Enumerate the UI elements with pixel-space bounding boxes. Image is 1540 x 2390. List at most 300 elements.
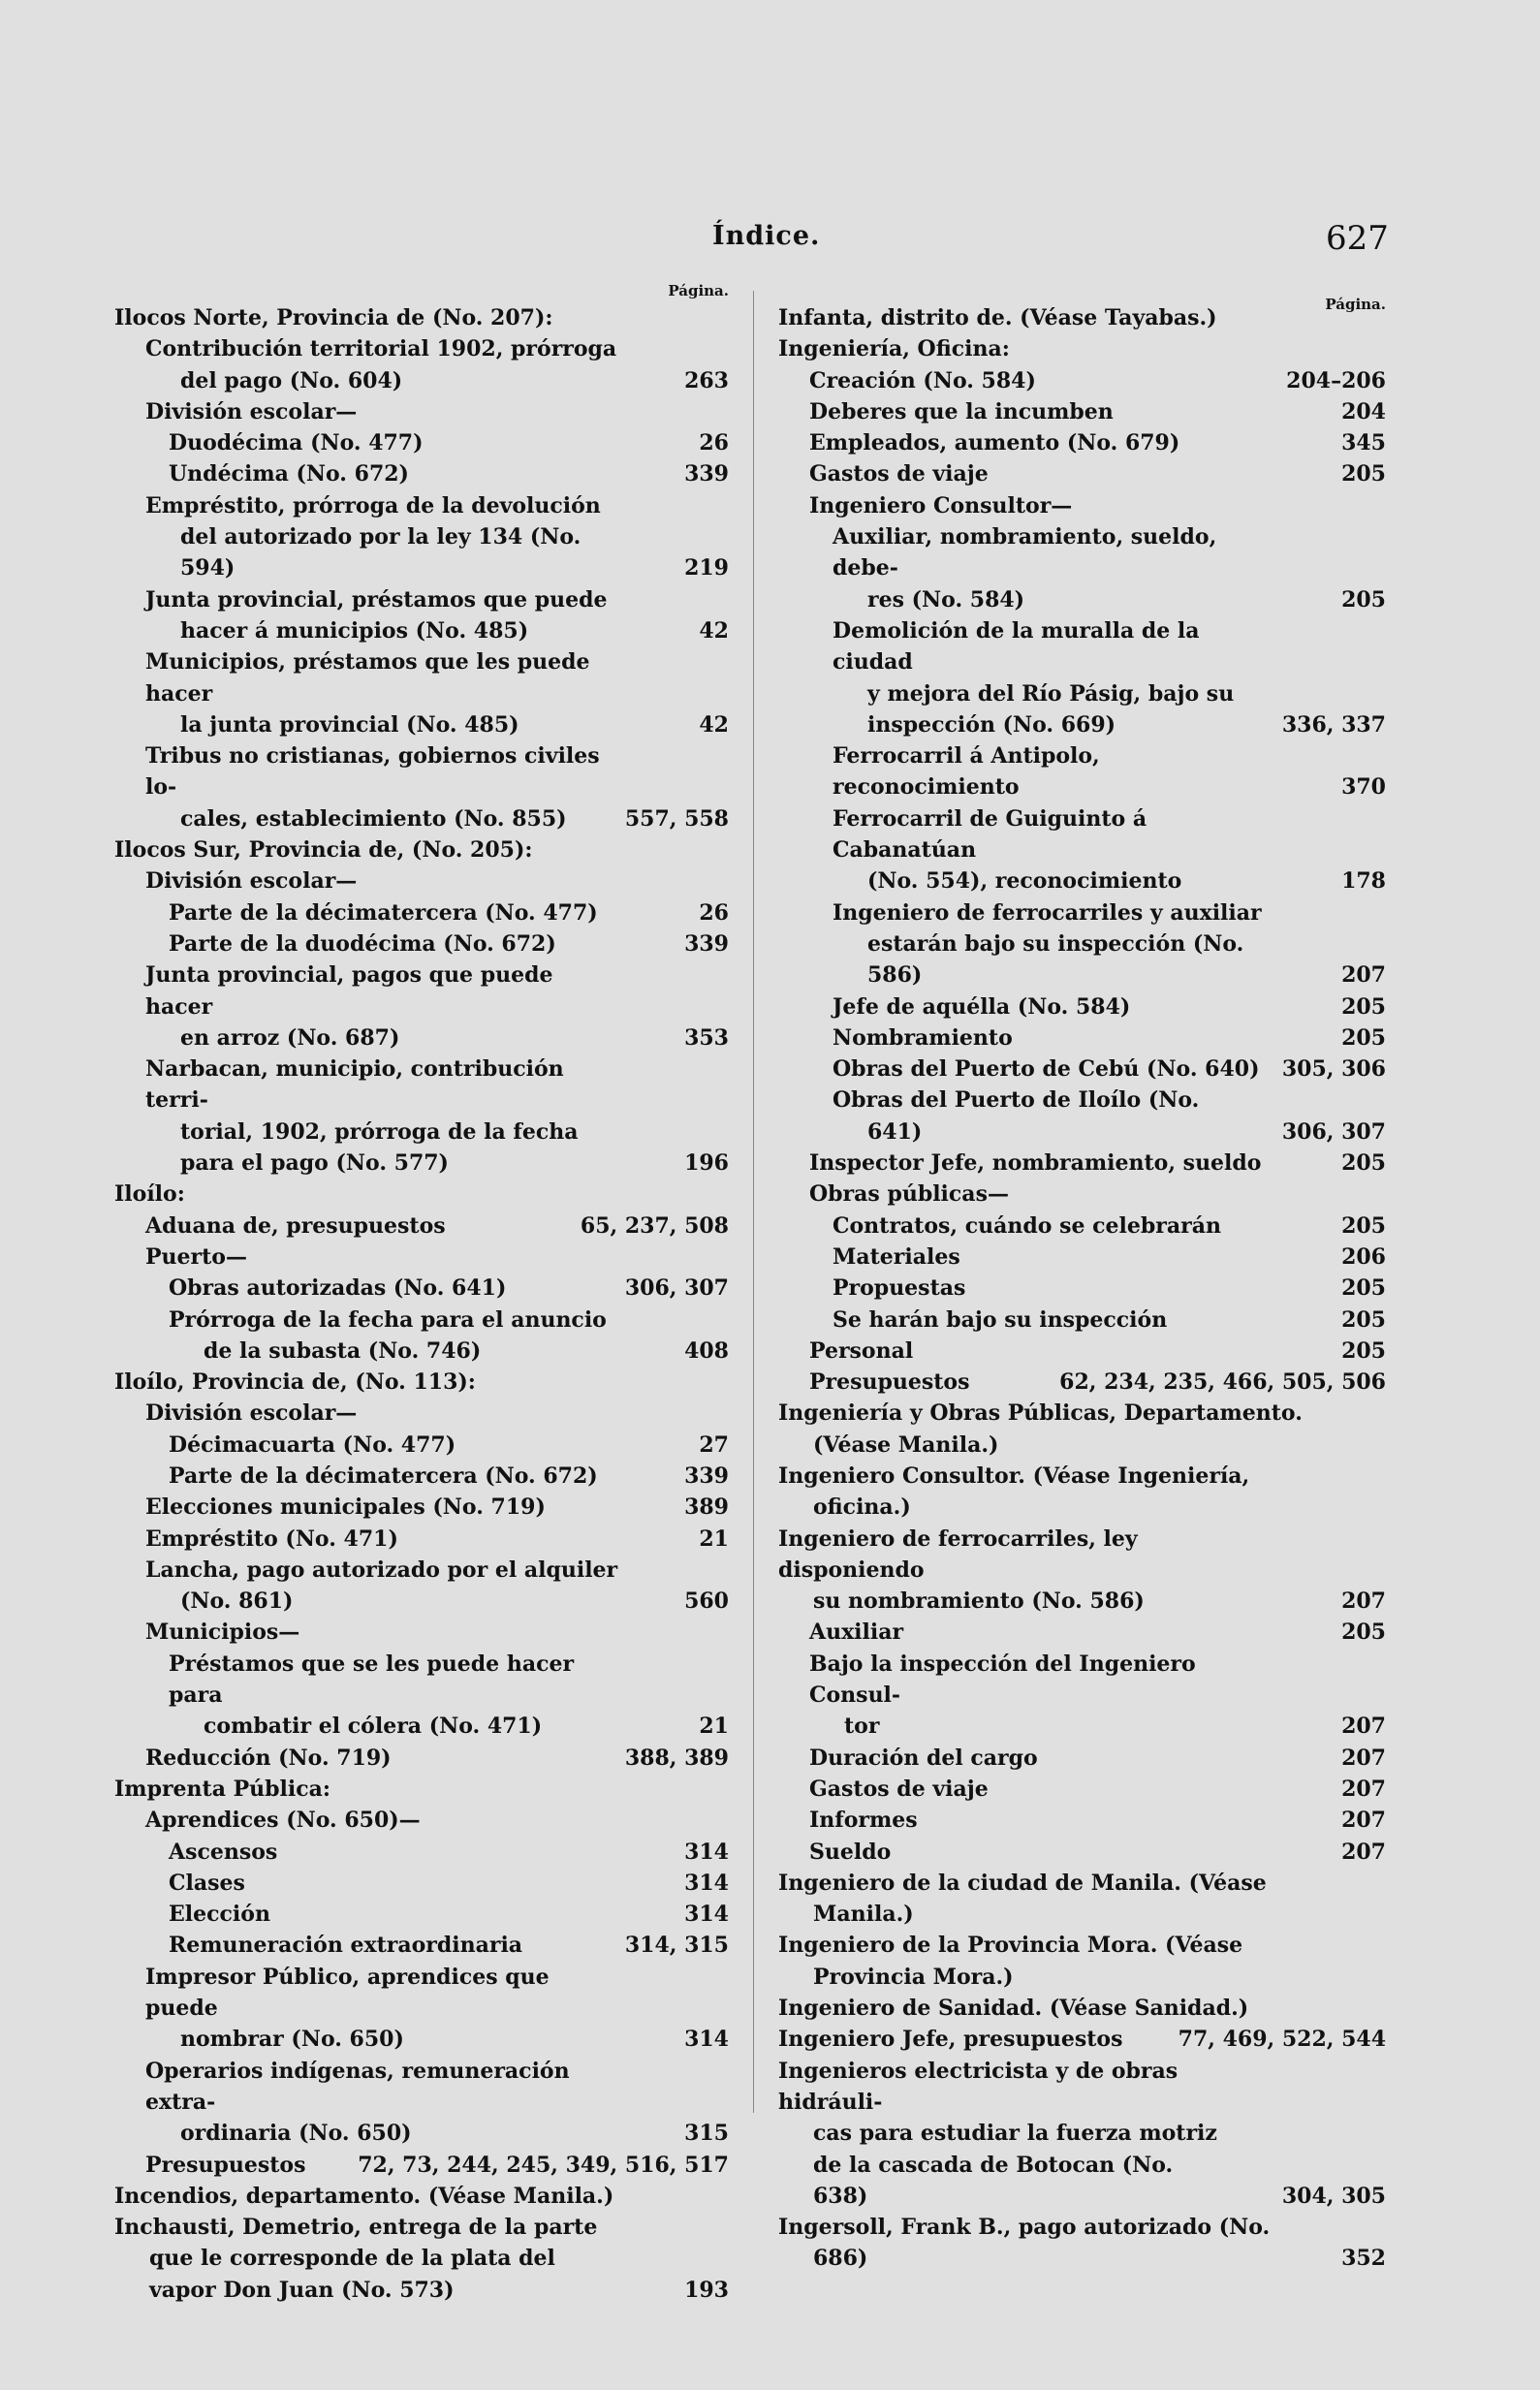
entry-heading: División escolar— (145, 398, 358, 425)
page-reference: 207 (1341, 1808, 1386, 1834)
entry-heading: Ferrocarril de Guiguinto á Cabanatúan (833, 805, 1147, 864)
entry-heading: Jefe de aquélla (No. 584) (833, 993, 1131, 1020)
entry-text (145, 584, 729, 647)
index-entry (114, 2181, 729, 2212)
page-reference: 339 (684, 930, 729, 957)
index-entry (114, 1930, 729, 1961)
index-entry (114, 740, 729, 834)
entry-text (145, 1555, 729, 1618)
entry-continuation: para el pago (No. 577) (180, 1150, 449, 1177)
entry-text (145, 646, 729, 740)
entry-text (145, 868, 357, 894)
entry-heading: Elección (169, 1902, 270, 1928)
entry-heading: Empréstito, prórroga de la devolución (145, 492, 601, 519)
page-reference: 205 (1341, 1306, 1386, 1333)
page-number: 627 (1326, 219, 1389, 258)
page-reference: 196 (684, 1150, 729, 1177)
page-reference: 205 (1341, 1024, 1386, 1051)
entry-text (809, 427, 1386, 458)
entry-text (809, 1837, 1386, 1868)
entry-continuation: ordinaria (No. 650) (180, 2121, 412, 2147)
entry-heading: Tribus no cristianas, gobiernos civiles lo- (145, 743, 600, 801)
entry-heading: Prórroga de la fecha para el anuncio (169, 1306, 607, 1333)
index-entry (778, 1524, 1386, 1618)
entry-text (833, 1242, 1386, 1273)
index-entry (778, 365, 1386, 396)
entry-text (114, 2212, 729, 2306)
page-reference: 207 (1341, 1714, 1386, 1740)
index-entry (114, 834, 729, 865)
page-reference: 207 (1341, 1839, 1386, 1865)
entry-heading: Ilocos Sur, Provincia de, (No. 205): (114, 837, 533, 864)
page-reference: 315 (684, 2121, 729, 2147)
index-entry (114, 1774, 729, 1805)
entry-heading: Ingeniero Jefe, presupuestos (778, 2027, 1123, 2053)
entry-heading: Obras del Puerto de Iloílo (No. (833, 1087, 1200, 1114)
entry-text (809, 1743, 1386, 1774)
entry-heading: Ingersoll, Frank B., pago autorizado (No. (778, 2215, 1271, 2241)
page-reference: 353 (684, 1024, 729, 1051)
page-reference: 27 (699, 1431, 729, 1458)
index-entry (778, 302, 1386, 333)
entry-heading: Bajo la inspección del Ingeniero Consul- (809, 1651, 1196, 1709)
entry-text (145, 490, 729, 584)
index-entry (114, 1461, 729, 1492)
entry-heading: Parte de la décimatercera (No. 672) (169, 1462, 598, 1489)
entry-heading: Parte de la décimatercera (No. 477) (169, 899, 598, 926)
entry-text (833, 1211, 1386, 1242)
index-entry (114, 1273, 729, 1304)
index-entries (778, 302, 1386, 2275)
entry-heading: Sueldo (809, 1839, 892, 1865)
page-reference: 205 (1341, 1150, 1386, 1177)
entry-heading: Parte de la duodécima (No. 672) (169, 930, 556, 957)
page-reference: 336, 337 (1281, 711, 1386, 738)
index-entry (114, 1305, 729, 1368)
entry-continuation: hacer á municipios (No. 485) (180, 617, 529, 644)
running-head: Índice. (712, 221, 821, 251)
entry-text (114, 1777, 330, 1802)
page-reference: 389 (684, 1494, 729, 1521)
page-reference: 306, 307 (1281, 1118, 1386, 1145)
entry-heading: Ingeniero Consultor— (809, 492, 1073, 519)
entry-heading: Narbacan, municipio, contribución terri- (145, 1056, 564, 1114)
entry-heading: Contratos, cuándo se celebrarán (833, 1212, 1221, 1239)
page-reference: 560 (684, 1588, 729, 1615)
entry-heading: Incendios, departamento. (Véase Manila.) (114, 2183, 614, 2209)
page-reference: 205 (1341, 1275, 1386, 1302)
page-reference: 263 (684, 367, 729, 393)
page-reference: 42 (699, 617, 729, 644)
entry-text (778, 1524, 1386, 1618)
index-entry (114, 396, 729, 427)
entry-heading: Ascensos (169, 1839, 278, 1865)
page-reference: 345 (1341, 430, 1386, 456)
entry-text (169, 1305, 729, 1368)
entry-text (169, 1430, 729, 1461)
entry-heading: Remuneración extraordinaria (169, 1933, 523, 1959)
page-column-label: Página. (1325, 296, 1386, 313)
entry-text (145, 959, 729, 1053)
index-entry (114, 427, 729, 458)
index-entry (778, 1179, 1386, 1210)
entry-continuation: estarán bajo su inspección (No. (867, 930, 1244, 957)
index-entry (778, 2056, 1386, 2212)
entry-heading: Empréstito (No. 471) (145, 1525, 398, 1552)
page-reference: 305, 306 (1281, 1056, 1386, 1083)
right-column (778, 281, 1386, 2275)
entry-text (833, 803, 1386, 897)
page-reference: 207 (1341, 1776, 1386, 1802)
entry-heading: Junta provincial, pagos que puede hacer (145, 962, 553, 1020)
entry-heading: Municipios— (145, 1620, 300, 1646)
index-entry (114, 490, 729, 584)
index-entry (114, 1211, 729, 1242)
entry-heading: Obras del Puerto de Cebú (No. 640) (833, 1056, 1260, 1083)
entry-text (833, 1022, 1386, 1053)
entry-text (778, 2212, 1386, 2275)
entry-text (778, 1463, 1386, 1524)
page-reference: 193 (684, 2277, 729, 2303)
entry-continuation: en arroz (No. 687) (180, 1024, 400, 1051)
left-column (114, 281, 729, 2306)
entry-text (809, 1805, 1386, 1836)
page-reference: 219 (684, 555, 729, 582)
index-entry (778, 521, 1386, 615)
entry-heading: Undécima (No. 672) (169, 461, 409, 487)
entry-heading: Inchausti, Demetrio, entrega de la parte (114, 2215, 598, 2241)
page-reference: 388, 389 (624, 1745, 729, 1771)
page-reference: 205 (1341, 586, 1386, 613)
index-entry (778, 1649, 1386, 1743)
entry-text (778, 336, 1010, 362)
index-entry (778, 396, 1386, 427)
entry-heading: Operarios indígenas, remuneración extra- (145, 2058, 570, 2115)
entry-continuation: combatir el cólera (No. 471) (204, 1714, 543, 1740)
entry-continuation: 641) (867, 1118, 923, 1145)
page-reference: 339 (684, 1462, 729, 1489)
entry-continuation: oficina.) (813, 1494, 911, 1521)
entry-heading: División escolar— (145, 868, 358, 895)
entry-text (169, 427, 729, 458)
page-reference: 42 (699, 711, 729, 738)
index-entry (114, 1242, 729, 1273)
entry-text (145, 1808, 421, 1833)
entry-text (114, 1181, 185, 1207)
index-entry (114, 2212, 729, 2306)
page-reference: 408 (684, 1337, 729, 1364)
index-entry (778, 1743, 1386, 1774)
index-entry (114, 1649, 729, 1743)
page-reference: 65, 237, 508 (580, 1212, 729, 1239)
page-reference: 204–206 (1286, 367, 1386, 393)
entry-continuation: 686) (813, 2246, 868, 2272)
entry-heading: Lancha, pago autorizado por el alquiler (145, 1557, 618, 1583)
page-reference: 370 (1341, 774, 1386, 801)
entry-text (114, 305, 553, 330)
index-entry (114, 2150, 729, 2181)
page-reference: 339 (684, 461, 729, 487)
entry-text (833, 897, 1386, 991)
page-reference: 314, 315 (624, 1933, 729, 1959)
page-reference: 314 (684, 1902, 729, 1928)
entry-heading: Auxiliar, nombramiento, sueldo, debe- (833, 524, 1217, 582)
entry-continuation: de la cascada de Botocan (No. (813, 2152, 1174, 2178)
entry-heading: Ingeniero de Sanidad. (Véase Sanidad.) (778, 1996, 1249, 2022)
entry-text (114, 2184, 613, 2209)
entry-heading: Demolición de la muralla de la ciudad (833, 617, 1200, 676)
entry-text (833, 1273, 1386, 1304)
index-entry (114, 333, 729, 396)
index-entry (778, 803, 1386, 897)
entry-heading: Deberes que la incumben (809, 398, 1114, 425)
page-reference: 178 (1341, 868, 1386, 895)
entry-heading: División escolar— (145, 1400, 358, 1427)
index-entry (778, 1930, 1386, 1993)
entry-heading: Junta provincial, préstamos que puede (145, 586, 608, 613)
entry-text (833, 740, 1386, 803)
page-reference: 207 (1341, 1745, 1386, 1771)
index-entry (114, 1617, 729, 1648)
index-entry (778, 1305, 1386, 1336)
entry-continuation: 586) (867, 962, 923, 989)
entry-heading: Iloílo: (114, 1181, 185, 1208)
entry-text (809, 1148, 1386, 1179)
index-entry (114, 1367, 729, 1398)
entry-text (145, 1962, 729, 2056)
entry-continuation: del pago (No. 604) (180, 367, 403, 393)
entry-text (145, 333, 729, 396)
page-reference: 205 (1341, 1337, 1386, 1364)
entry-heading: Infanta, distrito de. (Véase Tayabas.) (778, 305, 1217, 330)
entry-continuation: vapor Don Juan (No. 573) (149, 2277, 455, 2303)
page-column-label: Página. (668, 282, 729, 299)
page-reference: 204 (1341, 398, 1386, 425)
entry-heading: Gastos de viaje (809, 1776, 989, 1802)
entry-continuation: nombrar (No. 650) (180, 2027, 404, 2053)
entry-text (809, 1774, 1386, 1805)
page-reference: 77, 469, 522, 544 (1178, 2027, 1386, 2053)
entry-heading: Ingeniero de la Provincia Mora. (Véase (778, 1933, 1243, 1959)
index-entry (114, 584, 729, 647)
entry-text (778, 1400, 1386, 1461)
entry-text (145, 1400, 357, 1426)
page-reference: 62, 234, 235, 466, 505, 506 (1059, 1369, 1386, 1396)
entry-continuation: (Véase Manila.) (813, 1431, 999, 1458)
entry-heading: Décimacuarta (No. 477) (169, 1431, 456, 1458)
entry-text (809, 396, 1386, 427)
page-reference: 21 (699, 1525, 729, 1552)
entry-text (833, 1305, 1386, 1336)
entry-heading: Aprendices (No. 650)— (145, 1808, 421, 1834)
entry-continuation: Provincia Mora.) (813, 1964, 1014, 1990)
entry-heading: Municipios, préstamos que les puede hacer (145, 649, 590, 707)
page-reference: 205 (1341, 993, 1386, 1020)
entry-text (809, 458, 1386, 489)
index-entry (114, 959, 729, 1053)
entry-heading: Duodécima (No. 477) (169, 430, 424, 456)
index-entry (114, 1179, 729, 1210)
entry-heading: Ferrocarril á Antipolo, reconocimiento (833, 743, 1100, 801)
index-entry (778, 1367, 1386, 1398)
entry-heading: Imprenta Pública: (114, 1776, 331, 1802)
entry-heading: Creación (No. 584) (809, 367, 1036, 393)
column-divider (753, 291, 754, 2113)
index-entry (114, 646, 729, 740)
entry-heading: Obras autorizadas (No. 641) (169, 1275, 507, 1302)
entry-text (145, 399, 357, 425)
page-reference: 207 (1341, 962, 1386, 989)
index-entry (778, 1085, 1386, 1148)
entry-text (114, 1369, 476, 1395)
index-entry (778, 458, 1386, 489)
index-entry (114, 1398, 729, 1429)
page-reference: 205 (1341, 461, 1386, 487)
index-entry (114, 1962, 729, 2056)
index-entry (778, 1273, 1386, 1304)
entry-text (778, 1996, 1248, 2021)
index-entry (114, 1899, 729, 1930)
entry-heading: Puerto— (145, 1243, 247, 1270)
entry-heading: Presupuestos (809, 1369, 970, 1396)
entry-continuation: res (No. 584) (867, 586, 1025, 613)
entry-continuation: y mejora del Río Pásig, bajo su (867, 680, 1235, 707)
index-entry (778, 1868, 1386, 1931)
index-entry (778, 897, 1386, 991)
entry-heading: Presupuestos (145, 2152, 306, 2178)
entry-text (169, 1837, 729, 1868)
index-entry (114, 1430, 729, 1461)
entry-heading: Ingeniero de ferrocarriles y auxiliar (833, 899, 1262, 926)
index-entry (778, 2212, 1386, 2275)
entry-text (778, 305, 1217, 330)
entry-text (169, 1868, 729, 1899)
page-reference: 352 (1341, 2246, 1386, 2272)
page-reference: 26 (699, 899, 729, 926)
entry-heading: Contribución territorial 1902, prórroga (145, 336, 617, 362)
entry-text (169, 458, 729, 489)
entry-heading: Ilocos Norte, Provincia de (No. 207): (114, 305, 553, 330)
index-entry (778, 1461, 1386, 1524)
page-reference: 205 (1341, 1620, 1386, 1646)
entry-heading: Nombramiento (833, 1024, 1013, 1051)
page-reference: 306, 307 (624, 1275, 729, 1302)
entry-continuation: que le corresponde de la plata del (149, 2246, 555, 2272)
entry-text (169, 897, 729, 928)
entry-continuation: (No. 861) (180, 1588, 294, 1615)
page-reference: 206 (1341, 1243, 1386, 1270)
entry-text (809, 493, 1072, 519)
entry-heading: Iloílo, Provincia de, (No. 113): (114, 1369, 476, 1396)
entry-heading: Aduana de, presupuestos (145, 1212, 446, 1239)
entry-text (809, 1617, 1386, 1648)
entry-continuation: torial, 1902, prórroga de la fecha (180, 1118, 579, 1145)
entry-heading: Reducción (No. 719) (145, 1745, 392, 1771)
index-entries (114, 302, 729, 2306)
page-reference: 304, 305 (1281, 2183, 1386, 2209)
page-reference: 314 (684, 2027, 729, 2053)
page-reference: 557, 558 (624, 805, 729, 832)
entry-text (169, 1649, 729, 1743)
entry-text (809, 1181, 1009, 1207)
index-entry (114, 1053, 729, 1179)
index-entry (114, 1524, 729, 1555)
entry-heading: Duración del cargo (809, 1745, 1038, 1771)
page-reference: 21 (699, 1714, 729, 1740)
entry-text (809, 1336, 1386, 1367)
entry-heading: Empleados, aumento (No. 679) (809, 430, 1180, 456)
index-entry (114, 1555, 729, 1618)
index-entry (778, 2024, 1386, 2055)
index-entry (778, 1398, 1386, 1461)
entry-continuation: cales, establecimiento (No. 855) (180, 805, 567, 832)
page-reference: 72, 73, 244, 245, 349, 516, 517 (358, 2152, 729, 2178)
index-entry (778, 1022, 1386, 1053)
index-entry (114, 2056, 729, 2150)
page-reference: 314 (684, 1870, 729, 1896)
entry-continuation: su nombramiento (No. 586) (813, 1588, 1145, 1615)
entry-text (809, 1649, 1386, 1743)
index-entry (778, 740, 1386, 803)
index-entry (114, 1743, 729, 1774)
index-entry (778, 615, 1386, 740)
page-reference: 314 (684, 1839, 729, 1865)
index-entry (114, 1837, 729, 1868)
entry-heading: Informes (809, 1808, 918, 1834)
index-entry (778, 1774, 1386, 1805)
entry-heading: Ingeniero de la ciudad de Manila. (Véase (778, 1870, 1267, 1896)
page-reference: 26 (699, 430, 729, 456)
entry-continuation: del autorizado por la ley 134 (No. (180, 524, 581, 550)
entry-text (833, 991, 1386, 1022)
entry-continuation: inspección (No. 669) (867, 711, 1116, 738)
index-entry (114, 302, 729, 333)
index-entry (778, 991, 1386, 1022)
index-entry (778, 1148, 1386, 1179)
entry-continuation: 638) (813, 2183, 868, 2209)
entry-text (145, 1620, 299, 1645)
entry-heading: Ingenieros electricista y de obras hidráuli- (778, 2058, 1179, 2115)
entry-text (169, 928, 729, 959)
index-entry (114, 1492, 729, 1523)
entry-heading: Ingeniería, Oficina: (778, 336, 1010, 362)
page-reference: 205 (1341, 1212, 1386, 1239)
entry-text (145, 1053, 729, 1179)
entry-heading: Obras públicas— (809, 1181, 1009, 1208)
entry-text (145, 1244, 247, 1270)
index-entry (778, 333, 1386, 364)
entry-text (145, 2056, 729, 2150)
entry-text (169, 1461, 729, 1492)
entry-text (778, 1933, 1386, 1993)
entry-text (778, 1871, 1386, 1931)
entry-heading: Propuestas (833, 1275, 966, 1302)
entry-text (114, 837, 533, 863)
index-entry (778, 490, 1386, 521)
index-entry (778, 1993, 1386, 2024)
index-entry (778, 1211, 1386, 1242)
entry-continuation: Manila.) (813, 1902, 914, 1928)
index-entry (778, 1617, 1386, 1648)
entry-heading: Ingeniería y Obras Públicas, Departamento. (778, 1400, 1303, 1427)
entry-heading: Se harán bajo su inspección (833, 1306, 1168, 1333)
index-entry (778, 1053, 1386, 1085)
entry-continuation: (No. 554), reconocimiento (867, 868, 1182, 895)
index-entry (114, 865, 729, 896)
entry-text (145, 1524, 729, 1555)
entry-heading: Gastos de viaje (809, 461, 989, 487)
index-entry (778, 1837, 1386, 1868)
